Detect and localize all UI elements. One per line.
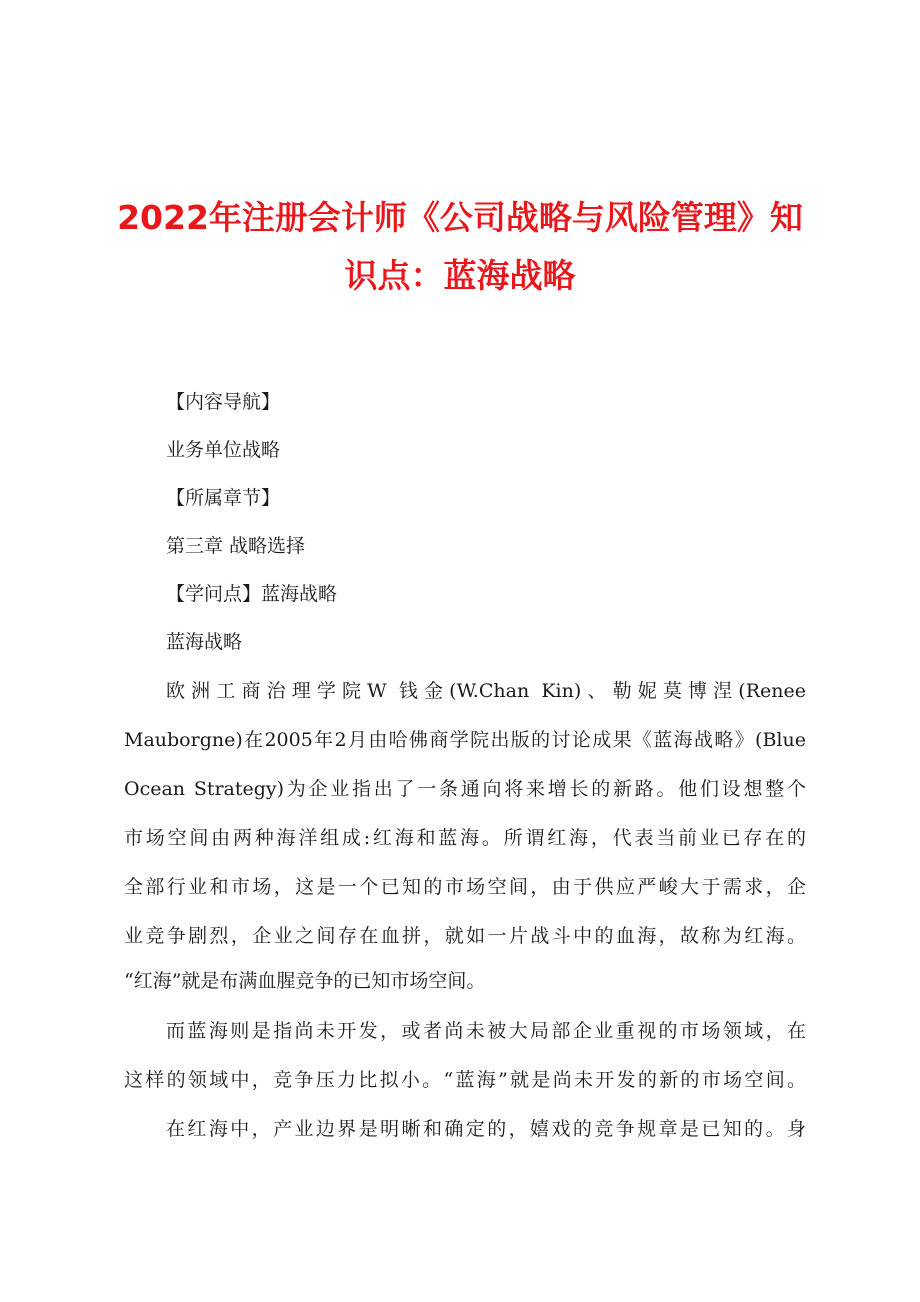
paragraph-1-line: 业竞争剧烈，企业之间存在血拼，就如一片战斗中的血海，故称为红海。	[124, 925, 806, 947]
document-title-line-2: 识点：蓝海战略	[344, 256, 576, 295]
chapter-value: 第三章 战略选择	[166, 535, 306, 557]
paragraph-3-line: 在红海中，产业边界是明晰和确定的，嬉戏的竞争规章是已知的。身	[166, 1118, 806, 1140]
section-title: 蓝海战略	[166, 631, 243, 653]
paragraph-1-line: 全部行业和市场，这是一个已知的市场空间，由于供应严峻大于需求，企	[124, 876, 806, 898]
paragraph-1-line: Ocean Strategy)为企业指出了一条通向将来增长的新路。他们设想整个	[124, 778, 806, 800]
paragraph-1-line: 市场空间由两种海洋组成:红海和蓝海。所谓红海，代表当前业已存在的	[124, 827, 806, 849]
paragraph-1-line: Mauborgne)在2005年2月由哈佛商学院出版的讨论成果《蓝海战略》(Blue	[124, 729, 806, 751]
paragraph-2-line: 这样的领域中，竞争压力比拟小。“蓝海”就是尚未开发的新的市场空间。	[124, 1069, 806, 1091]
nav-value: 业务单位战略	[166, 439, 281, 461]
nav-heading: 【内容导航】	[166, 391, 281, 413]
paragraph-1-line: 欧洲工商治理学院W 钱金(W.Chan Kin)、勒妮莫博涅(Renee	[166, 680, 806, 702]
paragraph-1-line: “红海”就是布满血腥竞争的已知市场空间。	[124, 970, 486, 992]
document-title-line-1: 2022年注册会计师《公司战略与风险管理》知	[117, 198, 803, 237]
knowledge-point-heading: 【学问点】蓝海战略	[166, 583, 338, 605]
chapter-heading: 【所属章节】	[166, 487, 281, 509]
paragraph-2-line: 而蓝海则是指尚未开发，或者尚未被大局部企业重视的市场领域，在	[166, 1020, 806, 1042]
